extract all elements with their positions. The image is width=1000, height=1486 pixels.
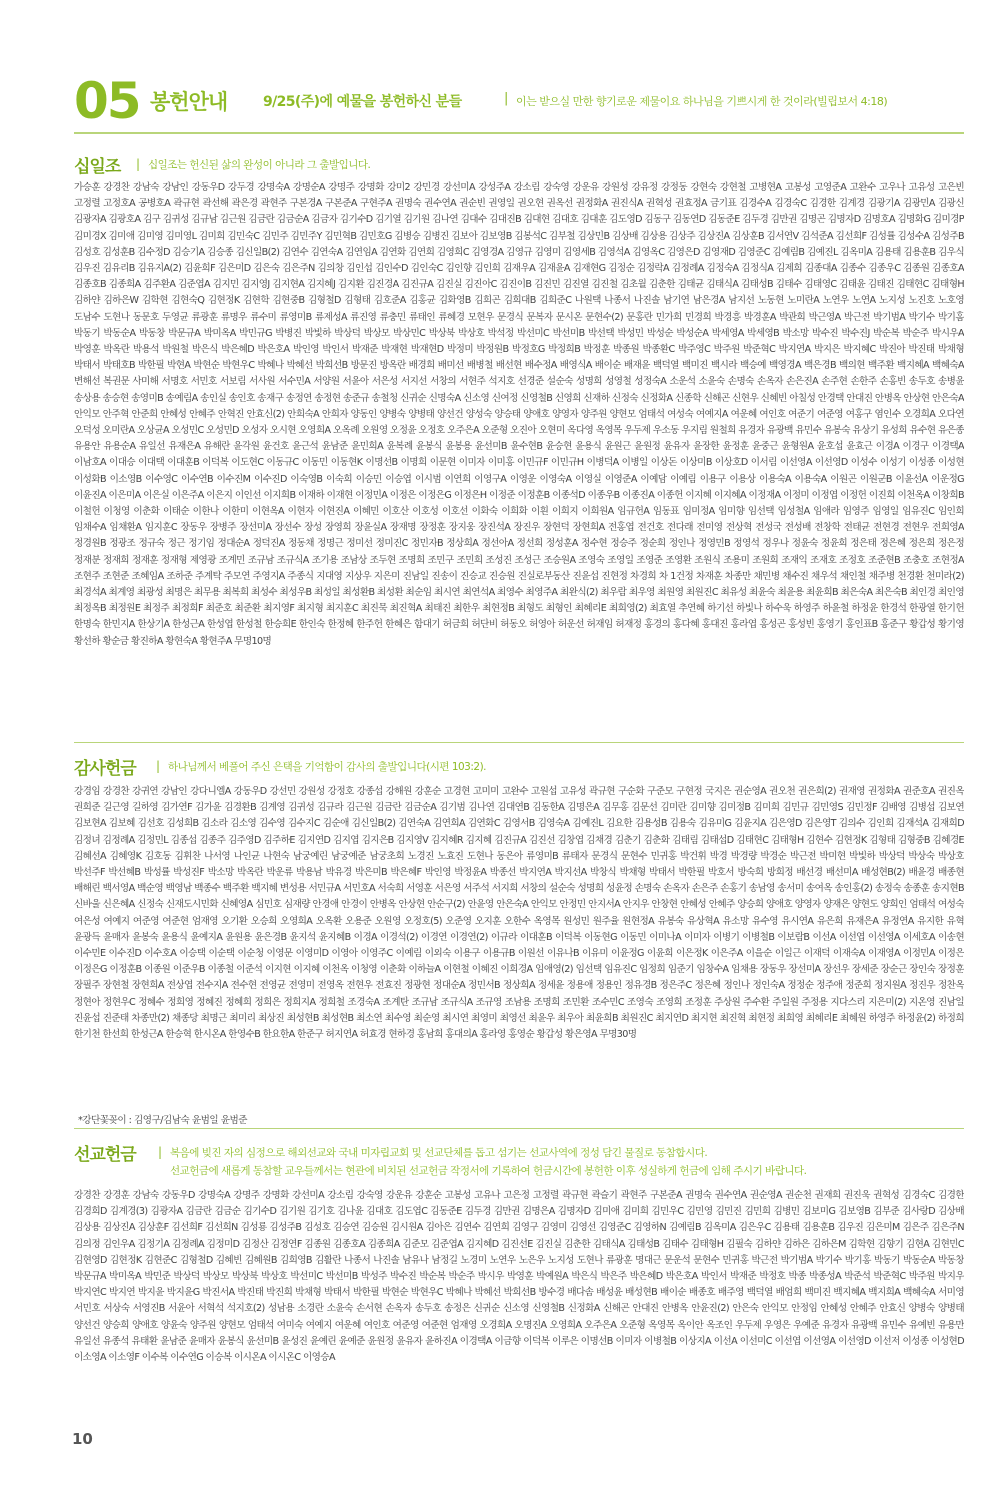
thanks-divider (74, 1128, 964, 1129)
tithe-description: 십일조는 헌신된 삶의 완성이 아니라 그 출발입니다. (148, 159, 371, 171)
thanks-section (74, 754, 964, 1126)
page-number: 10 (72, 1430, 93, 1448)
mission-description-line1: 복음에 빚진 자의 심정으로 해외선교와 국내 미자립교회 및 선교단체를 돕고 섬기는 선교사역에 정성 담긴 물질로 동참합시다. (170, 1147, 708, 1159)
section-header (74, 72, 964, 134)
tithe-separator: | (136, 157, 141, 171)
mission-separator: | (158, 1145, 163, 1159)
thanks-title: 감사헌금 (74, 759, 136, 779)
header-verse: 이는 받으실 만한 향기로운 제물이요 하나님을 기쁘시게 한 것이라(빌립보서 4:18) (516, 95, 888, 108)
mission-names: 강경찬 강경훈 강남숙 강동우D 강명숙A 강명주 강명화 강선미A 강소림 강숙영 강운유 강훈순 고봉성 고유나 고은정 고정렬 곽규현 곽슬기 곽현주 구본준A 권명숙 권수연A 권순영A 권순천 권재희 권진욱 권혁성 김경숙C 김경한 김경희D 김계경(3) 김광자A 김금란 김금순 김기수D 김기원 김기호 김나윤 김대호 김도엽C 김동준E 김두경 김만권 김명은A 김명자D 김미애 김미희 김민우C 김민영 김민진 김민희 김병민 김보미G 김보영B 김부준 김사랑D 김상배 김상용 김상진A 김상훈F 김선희F 김선희N 김성룡 김성주B 김성호 김승연 김승원 김시원A 김아은 김연수 김연희 김영구 김영미 김영선 김영준C 김영하N 김예림B 김옥미A 김은우C 김용태 김용훈B 김우진 김은미M 김은주 김은주N 김의정 김인우A 김정기A 김정례A 김정미D 김정산 김정연F 김종원 김종호A 김종희A 김준모 김준엽A 김지혜D 김진선E 김진실 김춘한 김태식A 김태성B 김태수 김태형H 김필숙 김하얀 김하은 김하은M 김학현 김향기 김현A 김현민C 김현영D 김현정K 김현준C 김형철D 김혜빈 김혜원B 김희영B 김활란 나종서 나진솔 남유나 남정길 노경미 노연우 노은우 노지성 도현나 류광훈 명대근 문운석 문현수 민귀홍 박근전 박기범A 박기수 박기홍 박동기 박동순A 박동창 박문규A 박미옥A 박민준 박상덕 박상모 박상북 박상호 박선미C 박선미B 박성주 박수진 박순복 박순주 박시우 박영훈 박예원A 박은식 박은주 박은혜D 박은호A 박인서 박재준 박정호 박종 박종성A 박준석 박준혁C 박주원 박지우 박지연C 박지연 박지윤 박지윤G 박진서A 박진태 박진희 박채형 박태서 박한필 박현순 박현우C 박혜나 박혜선 박희선B 방수경 배다솜 배성윤 배성현B 배이순 배종호 배주영 백덕열 배엄희 백미진 백지혜A 백지희A 백혜숙A 서미영 서민호 서상숙 서영진B 서윤아 서혁석 석지호(2) 성남용 소경란 소윤숙 손서현 손옥자 송두호 송정은 신귀순 신소영 신영철B 신정화A 신해곤 안대진 안병옥 안윤진(2) 안은숙 안익모 안정임 안혜성 안혜주 안효신 양병숙 양병태 양선건 양승희 양애호 양윤숙 양주원 양현모 엄태석 여미숙 여예지 여운혜 여인호 여준영 여준현 엄재영 오경희A 오명진A 오영희A 오주은A 오준형 옥영목 옥이안 옥조인 우두제 우영은 우예준 유경자 유광백 유민수 유예빈 유용만 유일선 유종석 유태환 윤남준 윤매자 윤봉식 윤선미B 윤성진 윤예린 윤예준 윤원정 윤유자 윤하진A 이경택A 이금향 이덕복 이루은 이명선B 이미자 이병철B 이상지A 이선A 이선미C 이선엽 이선영A 이선영D 이선저 이성종 이성현D 이소영A 이소영F 이수복 이수연G 이승복 이시온A 이시온C 이영승A (74, 1190, 964, 1364)
mission-description-line2: 선교헌금에 새롭게 동참할 교우들께서는 현관에 비치된 선교헌금 작정서에 기록하여 헌금시간에 봉헌한 이후 성실하게 헌금에 임해 주시기 바랍니다. (170, 1165, 807, 1177)
tithe-names: 가승훈 강경찬 강남숙 강남인 강동우D 강두경 강명숙A 강명순A 강명주 강명화 강미2 강민경 강선미A 강성주A 강소림 강숙영 강운유 강원성 강유정 강정동 강현숙 강현철 고병현A 고봉성 고영준A 고완수 고우나 고유성 고은빈 고정렬 고정호A 공병호A 곽규현 곽선해 곽은경 곽현주 구본경A 구본준A 구현주A 권명숙 권수연A 권순빈 권영일 권오현 권옥선 권정화A 권진식A 권혁성 권효정A 금기표 김경수A 김경숙C 김경한 김계경 김광기A 김광민A 김광신 김광자A 김광호A 김구 김귀성 김규남 김근원 김금란 김금순A 김금자 김기수D 김기열 김기원 김나연 김대수 김대진B 김대현 김대호 김대훈 김도영D 김동구 김동연D 김동준E 김두경 김만권 김명곤 김명자D 김명호A 김명화G 김미경P 김미경X 김미애 김미영 김미영L 김미희 김민숙C 김민주 김민주Y 김민혁B 김민호G 김병승 김병진 김보아 김보영B 김봉석C 김부철 김상민B 김상배 김상용 김상주 김상진A 김상훈B 김서연V 김석준A 김선희F 김성률 김성수A 김성주B 김성호 김성훈B 김수정D 김승기A 김승종 김신일B(2) 김연수 김연숙A 김연임A 김연화 김연희 김영희C 김영경A 김영규 김영미 김영세B 김영석A 김영옥C 김영은D 김영재D 김영준C 김예림B 김예진L 김옥미A 김용태 김용훈B 김우식 김우진 김유리B 김유지A(2) 김윤희F 김은미D 김은숙 김은주N 김의창 김인섭 김인수D 김인숙C 김인향 김인희 김재우A 김재윤A 김재현G 김정순 김정락A 김정례A 김정숙A 김정식A 김제희 김종대A 김종수 김종우C 김종원 김종호A 김종호B 김종희A 김주환A 김준엽A 김지민 김지영J 김지현A 김지혜J 김지환 김진경A 김진규A 김진실 김진아C 김진이B 김진민 김진열 김진철 김초월 김춘한 김태균 김태식A 김태성B 김태수 김태영C 김태윤 김태진 김태현C 김태형H 김하얀 김하은W 김학현 김현숙Q 김현정K 김현학 김현중B 김형철D 김형태 김호준A 김홍균 김화영B 김희곤 김희대B 김희준C 나원택 나종서 나진솔 남기연 남은경A 남지선 노동현 노미란A 노연우 노연A 노지성 노진호 노호영 도남수 도현나 동문호 두영균 류광훈 류명우 류수미 류영미B 류제성A 류진영 류충민 류태인 류혜경 모현우 문경식 문복자 문시온 문현수(2) 문홍란 민가희 민경희 박경흥 박경훈A 박관희 박근영A 박근전 박기범A 박기수 박기홈 박동기 박동순A 박동창 박문규A 박미옥A 박민규G 박병진 박빛하 박상덕 박상모 박상민C 박상북 박상호 박석정 박선미C 박선미B 박선택 박성민 박성순 박성순A 박세영A 박세영B 박소망 박수진 박수진J 박순복 박순주 박시우A 박영훈 박옥란 박용석 박원철 박은식 박은혜D 박은호A 박인영 박인서 박재준 박재현 박재현D 박정미 박정원B 박정호G 박정희B 박정훈 박종원 박종환C 박주영C 박주원 박준혁C 박지연A 박지은 박지혜C 박진아 박진태 박채형 박태서 박태호B 박한필 박현A 박현순 박현우C 박혜나 박혜선 박희선B 방문진 방옥란 배경희 배미선 배병철 배선현 배수정A 배영식A 배이순 배재윤 백덕열 백미진 백시라 백승예 백영경A 백은경B 백의현 백주환 백지혜A 백혜숙A 변해선 복권문 사미해 서명호 서민호 서보림 서사원 서수민A 서양원 서윤아 서은성 서지선 서창의 서현주 석지호 선경준 설순숙 성명희 성영철 성정숙A 소운석 소윤숙 손명숙 손옥자 손은진A 손주현 손한주 손홍빈 송두호 송병윤 송상용 송승현 송영미B 송예림A 송인실 송인호 송재구 송정연 송정현 송준규 송철청 신귀순 신명숙A 신소영 신여정 신영철B 신영희 신재하 신정숙 신정화A 신종학 신해곤 신현우 신혜빈 아칠성 안경택 안대진 안병옥 안상현 안은숙A 안익모 안주혁 안준희 안혜성 안혜주 안혁진 안효신(2) 안희숙A 안희자 양동인 양병숙 양병태 양선건 양성숙 양승태 양애호 양영자 양주원 양현모 엄태석 여성숙 여예지A 여운혜 여인호 여준기 여준영 여홍구 염인수 오경희A 오다연 오덕성 오미란A 오상균A 오성민C 오성민D 오성자 오시현 오영희A 오옥례 오원영 오정윤 오정호 오주은A 오준형 오진아 오현미 옥다영 옥영목 우두제 우소동 우지림 원철희 유경자 유광백 유민수 유봉숙 유상기 유성희 유수현 유은종 유용안 유용순A 유일선 유재은A 유해란 윤각원 윤건호 윤근석 윤남준 윤민희A 윤복례 윤봉식 윤봉용 윤선미B 윤수현B 윤승현 윤용식 윤원근 윤원정 윤유자 윤장한 윤정훈 윤중근 윤형원A 윤호섭 윤효근 이경A 이경구 이경택A 이남호A 이대승 이대택 이대훈B 이덕복 이도현C 이동규C 이동민 이동현K 이명선B 이명희 이문현 이미자 이미홍 이민규F 이민규H 이병덕A 이병일 이상돈 이상미B 이상호D 이서림 이선영A 이선영D 이성수 이성기 이성종 이성현 이성화B 이소영B 이수영C 이수연B 이수진M 이수진D 이숙영B 이숙희 이승민 이승엽 이시범 이연희 이영구A 이영운 이영숙A 이영실 이영준A 이예담 이예림 이용구 이용상 이용숙A 이용숙A 이원곤 이원군B 이윤선A 이운정G 이윤진A 이은미A 이은실 이은주A 이은지 이인선 이지희B 이재하 이재현 이정민A 이정은 이정은G 이정은H 이정준 이정훈B 이종석D 이종우B 이종진A 이종헌 이지혜 이지혜A 이정재A 이정미 이정엽 이정헌 이진희 이천옥A 이창희B 이철헌 이청영 이춘화 이태순 이한나 이한미 이현옥A 이현자 이현진A 이혜민 이호산 이호성 이호선 이화숙 이희화 이흰 이희지 이희원A 임규헌A 임동표 임미정A 임미향 임선택 임성철A 임애라 임영주 임영일 임유진C 임인희 임채수A 임채환A 임지훈C 장동우 장병주 장선미A 장선수 장성 장영희 장윤실A 장재명 장정훈 장지웅 장진석A 장진우 장현덕 장현희A 전홍엽 전건호 전다래 전미영 전상혁 전성국 전성배 전창학 전태균 전현경 전현우 전희영A 정경원B 정광조 정규숙 정근 정기임 정대순A 정덕진A 정동채 정명근 정미선 정미진C 정민자B 정상희A 정선아A 정선희 정성훈A 정수현 정승주 정순희 정인나 정영민B 정영석 정우나 정윤숙 정윤희 정은태 정은혜 정은희 정은정 정재분 정재희 정재훈 정재형 제영광 조계민 조규남 조규식A 조기용 조남상 조두현 조명희 조민구 조민희 조성진 조성근 조승원A 조영숙 조영일 조영준 조영환 조원식 조용미 조원희 조재익 조재호 조정호 조준현B 조충호 조현정A 조현주 조현준 조혜임A 조하준 주계탁 주모연 주영지A 주종식 지대영 지상우 지은미 진남일 진송이 진승교 진승원 진실로부동산 진윤섭 진현정 차경희 차 1건정 차재훈 차종만 채민병 채수진 채우석 채인철 채주병 천경환 천미라(2) 최경석A 최계영 최광성 최명은 최무용 최복희 최성수 최성우B 최성일 최성환B 최성환 최순임 최시연 최연석A 최영수 최영주A 최완식(2) 최우람 최우영 최원영 최원진C 최유성 최윤숙 최윤용 최윤희B 최은숙A 최은숙B 최인경 최인영 최정옥B 최정원E 최정주 최정희F 최준호 최준환 최지영F 최지형 최지훈C 최진묵 최진혁A 최태진 최한우 최현정B 최형도 최형인 최혜리E 최희영(2) 최효열 추연혜 하기선 하빛나 하수욱 하영주 하윤철 하정윤 한경석 한광열 한기헌 한명숙 한민지A 한상기A 한성근A 한성엽 한성철 한승희E 한인숙 한정혜 한주헌 한혜은 함대기 허금희 허단비 허동오 허영아 허운선 허재임 허재정 홍경의 홍다혜 홍대진 홍라엽 홍성곤 홍성빈 홍영기 홍인표B 홍준구 황갑성 황기영 황선하 황순금 황진하A 황현숙A 황현주A 무명10명 (74, 182, 964, 647)
tithe-divider (74, 742, 964, 743)
thanks-description: 하나님께서 베풀어 주신 은택을 기억함이 감사의 출발입니다(시편 103:2). (168, 761, 487, 773)
flower-note: *강단꽃꽂이 : 김영구/김남숙 윤범일 윤범준 (78, 1115, 248, 1126)
section-title: 봉헌안내 (150, 90, 228, 114)
mission-section (74, 1140, 964, 1410)
thanks-separator: | (156, 759, 161, 773)
tithe-title: 십일조 (74, 157, 121, 177)
tithe-section (74, 152, 964, 712)
thanks-names: 강경임 강경찬 강귀연 강남인 강다니엘A 강동우D 강선민 강원성 강정호 강종섭 강해원 강훈순 고경현 고미미 고완수 고원섭 고유성 곽규현 구순화 구준모 구현정 국지은 권순영A 권오천 권은희(2) 권재영 권정화A 권준호A 권진옥 권희준 길근영 길하영 김가연F 김가윤 김경환B 김계영 김귀성 김규라 김근원 김금란 김금순A 김기범 김나연 김대연B 김동한A 김명은A 김무홍 김문선 김미란 김미향 김미정B 김미희 김민규 김민영S 김민정F 김배영 김병섭 김보연 김보현A 김보혜 김선호 김성희B 김소라 김소영 김수영 김수지C 김순애 김신일B(2) 김연숙A 김연희A 김연화C 김영서B 김영숙A 김예진L 김요한 김용성B 김용숙 김유미G 김윤지A 김은영D 김은영T 김의수 김인희 김재석A 김재희D 김정녀 김정례A 김정민L 김종섭 김종주 김주영D 김주하E 김지연D 김지엽 김지은B 김지영V 김지혜R 김지혜 김진규A 김진선 김창엽 김채경 김춘기 김춘화 김태림 김태섭D 김태현C 김태형H 김현수 김현정K 김형태 김형중B 김혜경E 김혜선A 김혜영K 김호동 김휘찬 나서영 나인균 나현숙 남궁예린 남궁예준 남궁초희 노경진 노효진 도현나 동은아 류영미B 류태자 문경식 문현수 민귀홍 박건휘 박경 박경량 박경순 박근전 박미현 박빛하 박상덕 박상숙 박상호 박선주F 박선혜B 박성률 박성진F 박소망 박옥란 박운류 박용남 박유경 박은미B 박은혜F 박인영 박정윤A 박종선 박지연A 박지선A 박창식 박채형 박태서 박한필 박호서 방숙희 방희정 배선경 배선미A 배성현B(2) 배윤경 배종현 배해린 백서영A 백순영 백영남 백종수 백주환 백지혜 변성용 서민규A 서민호A 서숙희 서영훈 서은영 서주석 서지희 서창의 설순숙 성명희 성윤정 손명숙 손옥자 손은주 손홍기 송남영 송서미 송여옥 송인홍(2) 송정숙 송종훈 송지현B 신바울 신은혜A 신정숙 신재도시민화 신혜영A 심민호 심재량 안경애 안경이 안병옥 안상현 안순구(2) 안윤영 안은숙A 안익모 안정민 안지서A 안지우 안창현 안혜성 안혜주 양승희 양애호 양영자 양재은 양현도 양희인 엄태석 여성숙 여은성 여예지 여준영 여준현 엄재영 오기환 오승희 오영희A 오옥환 오용준 오원영 오정호(5) 오준영 오지훈 오한수 옥영목 원성민 원주율 원현정A 유봉숙 유상혁A 유소망 유수영 유시연A 유은희 유재은A 유정연A 유지한 유혁 윤광득 윤매자 윤봉숙 윤용식 윤예지A 윤원용 윤은경B 윤지석 윤지혜B 이경A 이경석(2) 이경연 이경연(2) 이규라 이대훈B 이덕복 이동현G 이동민 이미나A 이미자 이병기 이병철B 이보람B 이선A 이선엽 이선영A 이세호A 이송현 이수민E 이수진D 이수호A 이승택 이순택 이순청 이영문 이영미D 이영아 이영주C 이예림 이외숙 이용구 이용규B 이원선 이유나B 이유미 이윤정G 이윤희 이은정K 이은주A 이을순 이일근 이재덕 이재숙A 이재영A 이정민A 이정은 이정은G 이정훈B 이종원 이준우B 이종철 이준석 이지현 이지혜 이천옥 이청영 이춘화 이하늘A 이현철 이혜진 이희경A 임애영(2) 임선택 임유진C 임정희 임준기 임창수A 임채용 장동우 장선미A 장선우 장세준 장순근 장인숙 장정훈 장필주 장현철 장현희A 전상엽 전수지A 전수현 전영균 전영미 전영옥 전현우 전효진 정광현 정대순A 정민서B 정상희A 정세윤 정용애 정용인 정유경B 정은주C 정은혜 정인나 정인숙A 정정순 정주애 정준희 정지원A 정진우 정찬옥 정현아 정현우C 정혜수 정희영 정혜진 정혜희 정희은 정희지A 정희철 조경숙A 조계탄 조규남 조규식A 조규영 조남용 조명희 조민환 조수민C 조영숙 조영희 조정훈 주상원 주수환 주일원 주정용 지다스리 지은미(2) 지온영 진남일 진윤섭 진준태 차종만(2) 채종당 최명근 최미리 최상진 최성현B 최성현B 최소연 최수영 최순영 최시연 최영미 최영선 최윤우 최우아 최윤희B 최원진C 최지연D 최지현 최진혁 최현정 최희영 최혜리E 최혜원 하영주 하정윤(2) 하정희 한기천 한선희 한성근A 한승혁 한시온A 한영수B 한요한A 한준구 허지연A 허효경 현하경 홍남희 홍대의A 홍라영 홍영순 황갑성 황은영A 무명30명 (74, 786, 964, 1041)
header-separator: | (504, 91, 509, 106)
mission-title: 선교헌금 (74, 1145, 136, 1165)
header-divider (74, 132, 964, 134)
section-number: 05 (74, 72, 140, 130)
section-subtitle: 9/25(주)에 예물을 봉헌하신 분들 (263, 94, 462, 110)
